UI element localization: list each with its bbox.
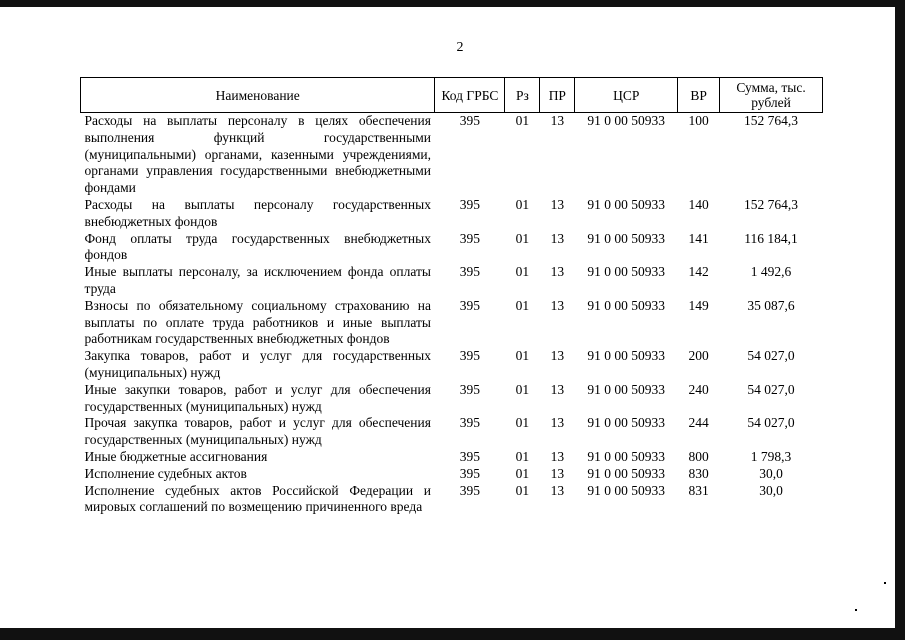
- cell-kod: 395: [459, 113, 481, 128]
- cell-sum: 116 184,1: [744, 230, 798, 246]
- cell-pr: 13: [550, 448, 565, 464]
- cell-rz: 01: [515, 297, 530, 313]
- cell-vr: 142: [688, 264, 709, 280]
- cell-csr: 91 0 00 50933: [587, 230, 666, 246]
- cell-csr: 91 0 00 50933: [587, 196, 666, 212]
- cell-pr: 13: [550, 264, 565, 280]
- table-row: [81, 466, 823, 483]
- table-row: [81, 298, 823, 348]
- scan-top-notch: [0, 7, 12, 37]
- table-body: [81, 113, 823, 517]
- cell-vr: 100: [688, 113, 709, 128]
- page-number: 2: [456, 40, 464, 55]
- cell-csr: 91 0 00 50933: [587, 297, 666, 313]
- cell-sum: 54 027,0: [747, 415, 795, 431]
- cell-vr: 200: [688, 348, 709, 364]
- cell-csr: 91 0 00 50933: [587, 113, 666, 128]
- cell-name: Фонд оплаты труда государственных внебюджетных фондов: [84, 230, 431, 263]
- table-row: [81, 382, 823, 416]
- cell-name: Расходы на выплаты персоналу в целях обеспечения выполнения функций государственными (муниципальными) органами, казенными учреждениями, органами управления государственными внебюджетными фондами: [84, 113, 431, 196]
- cell-rz: 01: [515, 230, 530, 246]
- header-vr: ВР: [678, 78, 720, 113]
- cell-rz: 01: [515, 415, 530, 431]
- table-row: [81, 231, 823, 265]
- cell-pr: 13: [550, 113, 565, 128]
- table-row: [81, 113, 823, 197]
- cell-rz: 01: [515, 381, 530, 397]
- cell-rz: 01: [515, 348, 530, 364]
- cell-rz: 01: [515, 448, 530, 464]
- cell-csr: 91 0 00 50933: [587, 465, 666, 481]
- cell-sum: 1 798,3: [750, 448, 792, 464]
- cell-sum: 152 764,3: [744, 196, 799, 212]
- cell-rz: 01: [515, 264, 530, 280]
- cell-csr: 91 0 00 50933: [587, 482, 666, 498]
- cell-sum: 30,0: [759, 465, 783, 481]
- cell-vr: 240: [688, 381, 709, 397]
- cell-kod: 395: [459, 465, 481, 481]
- cell-sum: 1 492,6: [750, 264, 792, 280]
- cell-csr: 91 0 00 50933: [587, 348, 666, 364]
- cell-csr: 91 0 00 50933: [587, 381, 666, 397]
- scan-speck: [884, 582, 886, 584]
- cell-csr: 91 0 00 50933: [587, 448, 666, 464]
- cell-pr: 13: [550, 381, 565, 397]
- cell-name: Расходы на выплаты персоналу государственных внебюджетных фондов: [84, 196, 431, 229]
- header-sum: Сумма, тыс. рублей: [720, 78, 823, 113]
- cell-pr: 13: [550, 297, 565, 313]
- scan-right-border: [895, 0, 905, 640]
- cell-name: Иные бюджетные ассигнования: [84, 448, 268, 464]
- cell-name: Иные выплаты персоналу, за исключением фонда оплаты труда: [84, 264, 431, 296]
- table-row: [81, 348, 823, 382]
- table-row: [81, 415, 823, 449]
- table-row: [81, 483, 823, 517]
- cell-kod: 395: [459, 230, 481, 246]
- header-csr: ЦСР: [575, 78, 678, 113]
- cell-rz: 01: [515, 482, 530, 498]
- cell-name: Исполнение судебных актов: [84, 465, 247, 481]
- cell-vr: 800: [688, 448, 709, 464]
- cell-vr: 140: [688, 196, 709, 212]
- scan-top-border: [0, 0, 905, 7]
- cell-kod: 395: [459, 297, 481, 313]
- header-name: Наименование: [81, 78, 435, 113]
- cell-vr: 141: [688, 230, 709, 246]
- cell-pr: 13: [550, 230, 565, 246]
- cell-kod: 395: [459, 381, 481, 397]
- cell-kod: 395: [459, 264, 481, 280]
- scan-bottom-border: [0, 628, 905, 640]
- cell-vr: 831: [688, 482, 709, 498]
- cell-csr: 91 0 00 50933: [587, 264, 666, 280]
- cell-vr: 830: [688, 465, 709, 481]
- cell-pr: 13: [550, 196, 565, 212]
- scan-speck: [855, 609, 857, 611]
- cell-kod: 395: [459, 448, 481, 464]
- cell-pr: 13: [550, 348, 565, 364]
- table-header-row: [81, 78, 823, 113]
- cell-sum: 35 087,6: [747, 297, 795, 313]
- cell-kod: 395: [459, 196, 481, 212]
- header-kod: Код ГРБС: [435, 78, 505, 113]
- cell-name: Прочая закупка товаров, работ и услуг для обеспечения государственных (муниципальных) нужд: [84, 415, 431, 448]
- budget-table: [80, 77, 823, 516]
- cell-pr: 13: [550, 415, 565, 431]
- cell-pr: 13: [550, 465, 565, 481]
- cell-pr: 13: [550, 482, 565, 498]
- header-rz: Рз: [505, 78, 540, 113]
- cell-name: Иные закупки товаров, работ и услуг для обеспечения государственных (муниципальных) нужд: [84, 381, 431, 414]
- cell-csr: 91 0 00 50933: [587, 415, 666, 431]
- cell-kod: 395: [459, 482, 481, 498]
- header-pr: ПР: [540, 78, 575, 113]
- cell-sum: 152 764,3: [744, 113, 799, 128]
- cell-name: Взносы по обязательному социальному страхованию на выплаты по оплате труда работников и иные выплаты работникам государственных внебюджетных фондов: [84, 297, 431, 347]
- table-row: [81, 264, 823, 298]
- cell-rz: 01: [515, 196, 530, 212]
- cell-sum: 54 027,0: [747, 381, 795, 397]
- cell-rz: 01: [515, 113, 530, 128]
- cell-vr: 244: [688, 415, 709, 431]
- cell-name: Исполнение судебных актов Российской Федерации и мировых соглашений по возмещению причиненного вреда: [84, 482, 431, 515]
- cell-kod: 395: [459, 348, 481, 364]
- cell-kod: 395: [459, 415, 481, 431]
- cell-rz: 01: [515, 465, 530, 481]
- table-row: [81, 197, 823, 231]
- cell-name: Закупка товаров, работ и услуг для государственных (муниципальных) нужд: [84, 348, 431, 380]
- table-row: [81, 449, 823, 466]
- cell-vr: 149: [688, 297, 709, 313]
- cell-sum: 30,0: [759, 482, 783, 498]
- cell-sum: 54 027,0: [747, 348, 795, 364]
